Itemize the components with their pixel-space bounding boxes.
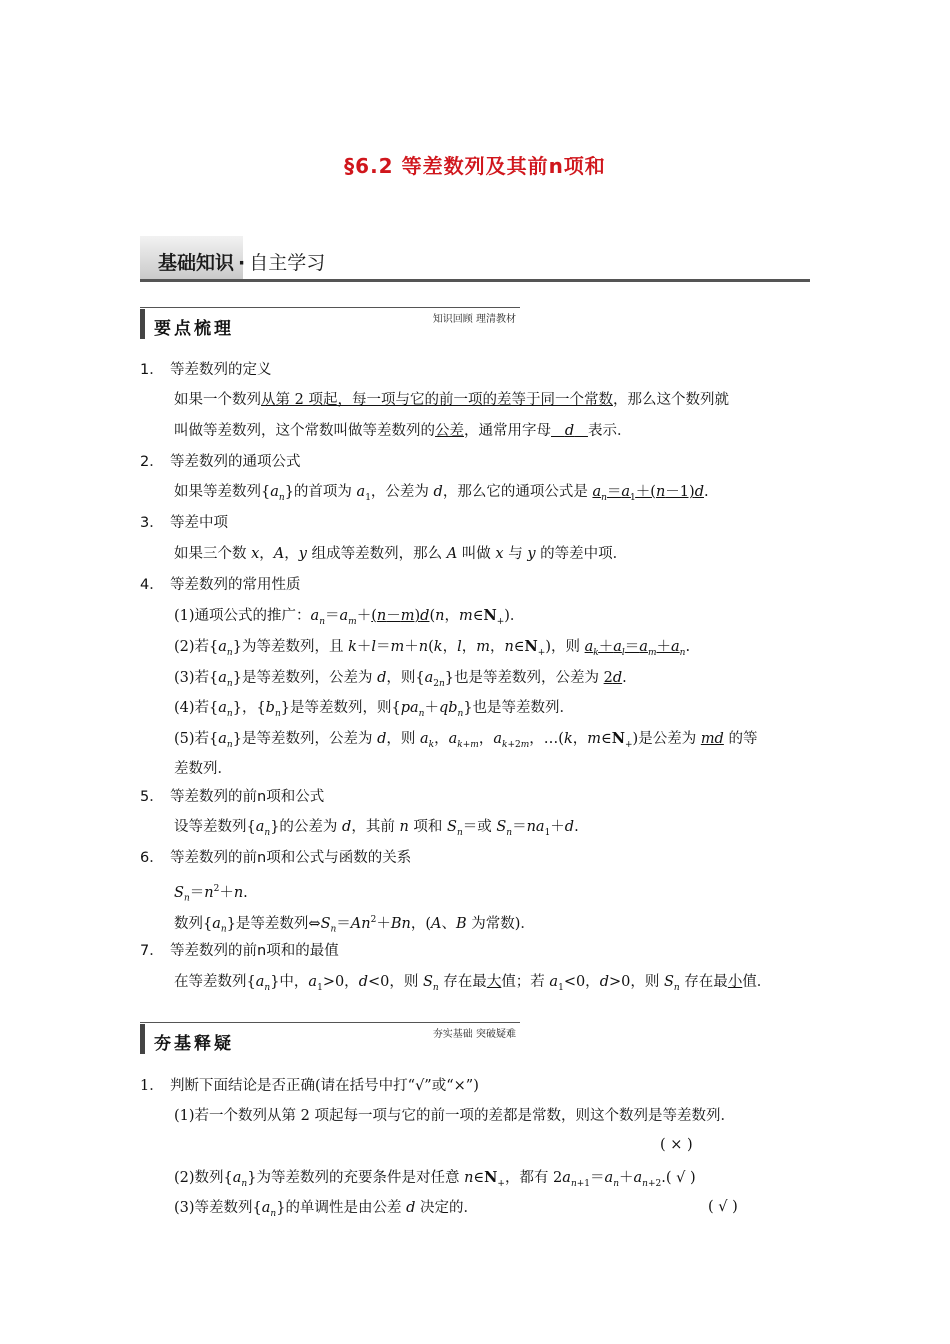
- subsection-rule: [140, 1022, 520, 1023]
- subsection-bar: [140, 309, 145, 339]
- banner-title: [158, 248, 325, 275]
- subsection-label: 要点梳理: [154, 319, 234, 339]
- subsection-bar: [140, 1024, 145, 1054]
- exercise-q2: (2)数列$\{a_n\}$为等差数列的充要条件是对任意 $n\in N_+$，都有 $2a_{n+1}=a_n+a_{n+2}$.( √ ): [174, 1169, 696, 1189]
- item-heading-1: 1． 等差数列的定义: [140, 362, 272, 378]
- subsection-practice: [140, 1022, 520, 1054]
- banner-underline: [140, 279, 810, 282]
- item-heading-3: 3． 等差中项: [140, 515, 228, 531]
- property-5-cont: 差数列．: [174, 761, 232, 777]
- function-line-1: $S_n=n^2+n$.: [174, 884, 248, 904]
- subsection-rule: [140, 307, 520, 308]
- definition-line-2: 叫做等差数列，这个常数叫做等差数列的公差，通常用字母 d 表示．: [174, 423, 632, 439]
- property-4: (4)若$\{a_n\}$，$\{b_n\}$是等差数列，则$\{pa_n+qb_n\}$也是等差数列．: [174, 700, 575, 719]
- item-heading-5: 5． 等差数列的前n项和公式: [140, 789, 325, 805]
- property-2: (2)若$\{a_n\}$为等差数列，且 k＋l＝m＋n(k，l，m，$n\in N_+$)，则 $a_k+a_l=a_m+a_n$.: [174, 638, 691, 658]
- answer-3: ( √ ): [708, 1199, 738, 1215]
- answer-1: ( × ): [660, 1137, 693, 1153]
- subsection-key-points: [140, 307, 520, 339]
- subsection-note: 知识回顾 理清教材: [432, 314, 516, 325]
- page-title: §6.2 等差数列及其前n项和: [344, 154, 606, 178]
- property-1: (1)通项公式的推广：$a_n=a_m+(n-m)d(n$，$m\in N_+$)．: [174, 607, 525, 627]
- definition-line-1: 如果一个数列从第 2 项起，每一项与它的前一项的差等于同一个常数，那么这个数列就: [174, 392, 729, 408]
- answer-2: ( √ ): [665, 1170, 696, 1186]
- subsection-note: 夯实基础 突破疑难: [432, 1029, 516, 1040]
- property-5: (5)若$\{a_n\}$是等差数列，公差为 d，则 $a_k$，$a_{k+m}$，$a_{k+2m}$，…(k，$m\in N_+$)是公差为 md 的等: [174, 730, 758, 750]
- item-heading-7: 7． 等差数列的前n项和的最值: [140, 943, 339, 959]
- general-term-line: 如果等差数列$\{a_n\}$的首项为 $a_1$，公差为 d，那么它的通项公式是 $a_n=a_1+(n-1)d$.: [174, 484, 709, 503]
- item-heading-6: 6． 等差数列的前n项和公式与函数的关系: [140, 850, 412, 866]
- exercise-prompt: 1． 判断下面结论是否正确(请在括号中打“√”或“×”): [140, 1078, 479, 1094]
- banner-sub: 自主学习: [249, 252, 326, 274]
- subsection-label: 夯基释疑: [154, 1034, 234, 1054]
- function-line-2: 数列$\{a_n\}$是等差数列$\Leftrightarrow S_n=An^2+Bn$，(A、B 为常数)．: [174, 915, 535, 935]
- sum-formula-line: 设等差数列$\{a_n\}$的公差为 d，其前 n 项和 $S_n=$或 $S_n=na_1+d$.: [174, 819, 579, 838]
- banner-dot: ·: [238, 252, 246, 274]
- middle-term-line: 如果三个数 x，A，y 组成等差数列，那么 A 叫做 x 与 y 的等差中项．: [174, 546, 628, 562]
- property-3: (3)若$\{a_n\}$是等差数列，公差为 d，则$\{a_{2n}\}$也是等差数列，公差为 2d.: [174, 670, 627, 689]
- item-heading-4: 4． 等差数列的常用性质: [140, 577, 301, 593]
- section-banner: [140, 236, 810, 282]
- banner-main: 基础知识: [158, 252, 235, 274]
- item-heading-2: 2． 等差数列的通项公式: [140, 454, 301, 470]
- exercise-q3: (3)等差数列$\{a_n\}$的单调性是由公差 d 决定的．: [174, 1200, 478, 1219]
- extremum-line: 在等差数列$\{a_n\}$中，$a_1>0$，d<0，则 $S_n$ 存在最大值；若 $a_1<0$，d>0，则 $S_n$ 存在最小值．: [174, 974, 772, 993]
- exercise-q1: (1)若一个数列从第 2 项起每一项与它的前一项的差都是常数，则这个数列是等差数列．: [174, 1108, 735, 1124]
